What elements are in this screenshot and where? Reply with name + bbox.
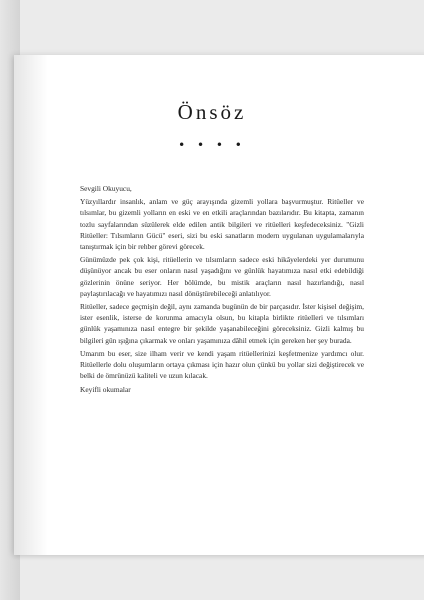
paragraph: Günümüzde pek çok kişi, ritüellerin ve tılsımların sadece eski hikâyelerdeki yer durumunu düşünüyor ancak bu eser onların nasıl yaşadığını ve günlük hayatımıza nasıl etki edebildiği gözlerinin önüne seriyor. Her bölümde, bu mistik araçların nasıl hazırlandığı, nasıl paylaştırılacağı ve hayatımızı nasıl dönüştürebileceği anlatılıyor.: [80, 255, 364, 298]
greeting: Sevgili Okuyucu,: [80, 184, 132, 193]
preface-body: [80, 183, 364, 398]
paragraph: Ritüeller, sadece geçmişin değil, aynı zamanda bugünün de bir parçasıdır. İster kişisel değişim, ister esenlik, isterse de korunma amacıyla olsun, bu kitapla birlikte ritüelleri ve tılsımları günlük yaşamınıza nasıl entegre bir şekilde yaşanabileceğini göreceksiniz. Gizli kalmış bu bilgileri gün ışığına çıkarmak ve onları yaşamınıza dâhil etmek için gereken her şey burada.: [80, 302, 364, 345]
paragraph: Yüzyıllardır insanlık, anlam ve güç arayışında gizemli yollara başvurmuştur. Ritüeller ve tılsımlar, bu gizemli yolların en eski ve en etkili araçlarından bazılarıdır. Bu kitapta, zamanın tozlu sayfalarından süzülerek elde edilen antik bilgileri ve ritüelleri keşfedeceksiniz. "Gizli Ritüeller: Tılsımların Gücü" eseri, sizi bu eski sanatların modern uygulanan uygulamalarıyla tanıştırmak için bir rehber görevi görecek.: [80, 197, 364, 252]
ornament-dots: • • • •: [178, 138, 246, 152]
paragraph: Umarım bu eser, size ilham verir ve kendi yaşam ritüellerinizi keşfetmenize yardımcı olur. Ritüellerle dolu oluşumların ortaya çıkması için hazır olun çünkü bu yollar sizi değiştirecek ve belki de ömrünüzü kaliteli ve uzun kılacak.: [80, 348, 364, 381]
signoff: Keyifli okumalar: [80, 385, 131, 395]
page-gutter-shadow: [14, 55, 48, 555]
page-title: Önsöz: [177, 100, 247, 124]
